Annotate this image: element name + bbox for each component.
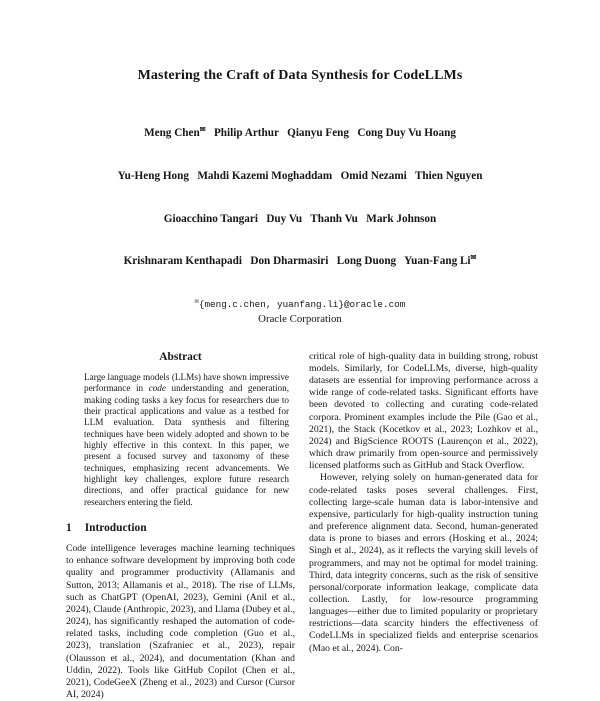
contact-email [0,299,600,311]
left-column [66,351,295,701]
abstract-italic-word: code [148,383,166,394]
author-line-2: Yu-Heng Hong Mahdi Kazemi Moghaddam Omid Nezami Thien Nguyen [117,170,483,183]
author-block [0,98,600,297]
two-column-body [66,351,540,701]
affiliation: Oracle Corporation [258,312,342,325]
paper-title: Mastering the Craft of Data Synthesis for CodeLLMs [137,68,463,83]
section-heading-introduction [66,522,295,534]
abstract-text [66,372,295,508]
author-name: Meng Chen [144,127,200,140]
right-paragraph-1: critical role of high-quality data in building strong, robust models. Similarly, for CodeLLMs, diverse, high-quality datasets are essential for improving performance across a wide range of code-related tasks. Significant efforts have been devoted to collecting and curating code-related corpora. Prominent examples include the Pile (Gao et al., 2021), the Stack (Kocetkov et al., 2023; Lozhkov et al., 2024) and BigScience ROOTS (Laurençon et al., 2022), which draw primarily from open-source and permissively licensed platforms such as GitHub and Stack Overflow. [309,350,538,472]
section-number: 1 [66,522,72,535]
envelope-icon: ✉ [194,297,199,306]
email-text: {meng.c.chen, yuanfang.li}@oracle.com [198,298,406,310]
abstract-segment: understanding and generation, making coding tasks a key focus for researchers due to their practical applications and value as a testbed for LLM evaluation. Data synthesis and filtering techniques have been widely adopted and shown to be highly effective in this context. In this paper, we present a focused survey and taxonomy of these techniques, emphasizing recent advancements. We highlight key challenges, explore future research directions, and offer practical guidance for new researchers entering the field. [84,383,289,507]
section-title: Introduction [84,522,147,535]
corresponding-author-mark: ✉ [470,253,477,262]
intro-paragraph: Code intelligence leverages machine learning techniques to enhance software development by improving both code quality and programmer productivity (Allamanis and Sutton, 2013; Allamanis et al., 2018). The rise of LLMs, such as ChatGPT (OpenAI, 2023), Gemini (Anil et al., 2024), Claude (Anthropic, 2023), and Llama (Dubey et al., 2024), has significantly reshaped the automation of code-related tasks, including code completion (Guo et al., 2023), translation (Szafraniec et al., 2023), repair (Olausson et al., 2024), and documentation (Khan and Uddin, 2022). Tools like GitHub Copilot (Chen et al., 2021), CodeGeeX (Zheng et al., 2023) and Cursor (Cursor AI, 2024) [66,543,295,701]
corresponding-author-mark: ✉ [199,125,206,134]
author-line-1 [0,126,600,140]
author-names: Krishnaram Kenthapadi Don Dharmasiri Long Duong Yuan-Fang Li [123,255,471,268]
author-line-3: Gioacchino Tangari Duy Vu Thanh Vu Mark Johnson [163,212,437,225]
right-paragraph-2: However, relying solely on human-generated data for code-related tasks poses several challenges. First, collecting large-scale human data is labor-intensive and expensive, particularly for high-quality instruction tuning and preference alignment data. Second, human-generated data is prone to biases and errors (Hosking et al., 2024; Singh et al., 2024), as it reflects the varying skill levels of programmers, and may not be optimal for model training. Third, data integrity concerns, such as the risk of sensitive personal/corporate information leakage, complicate data collection. Lastly, for low-resource programming languages—either due to limited popularity or proprietary restrictions—data scarcity hinders the effectiveness of CodeLLMs in specialized fields and enterprise scenarios (Mao et al., 2024). Con- [309,472,538,654]
author-names: Philip Arthur Qianyu Feng Cong Duy Vu Hoang [205,127,456,140]
abstract-segment: Large language models (LLMs) have shown impressive performance in [84,372,289,394]
right-column [309,351,538,701]
author-line-4 [0,254,600,268]
abstract-heading: Abstract [159,350,202,363]
